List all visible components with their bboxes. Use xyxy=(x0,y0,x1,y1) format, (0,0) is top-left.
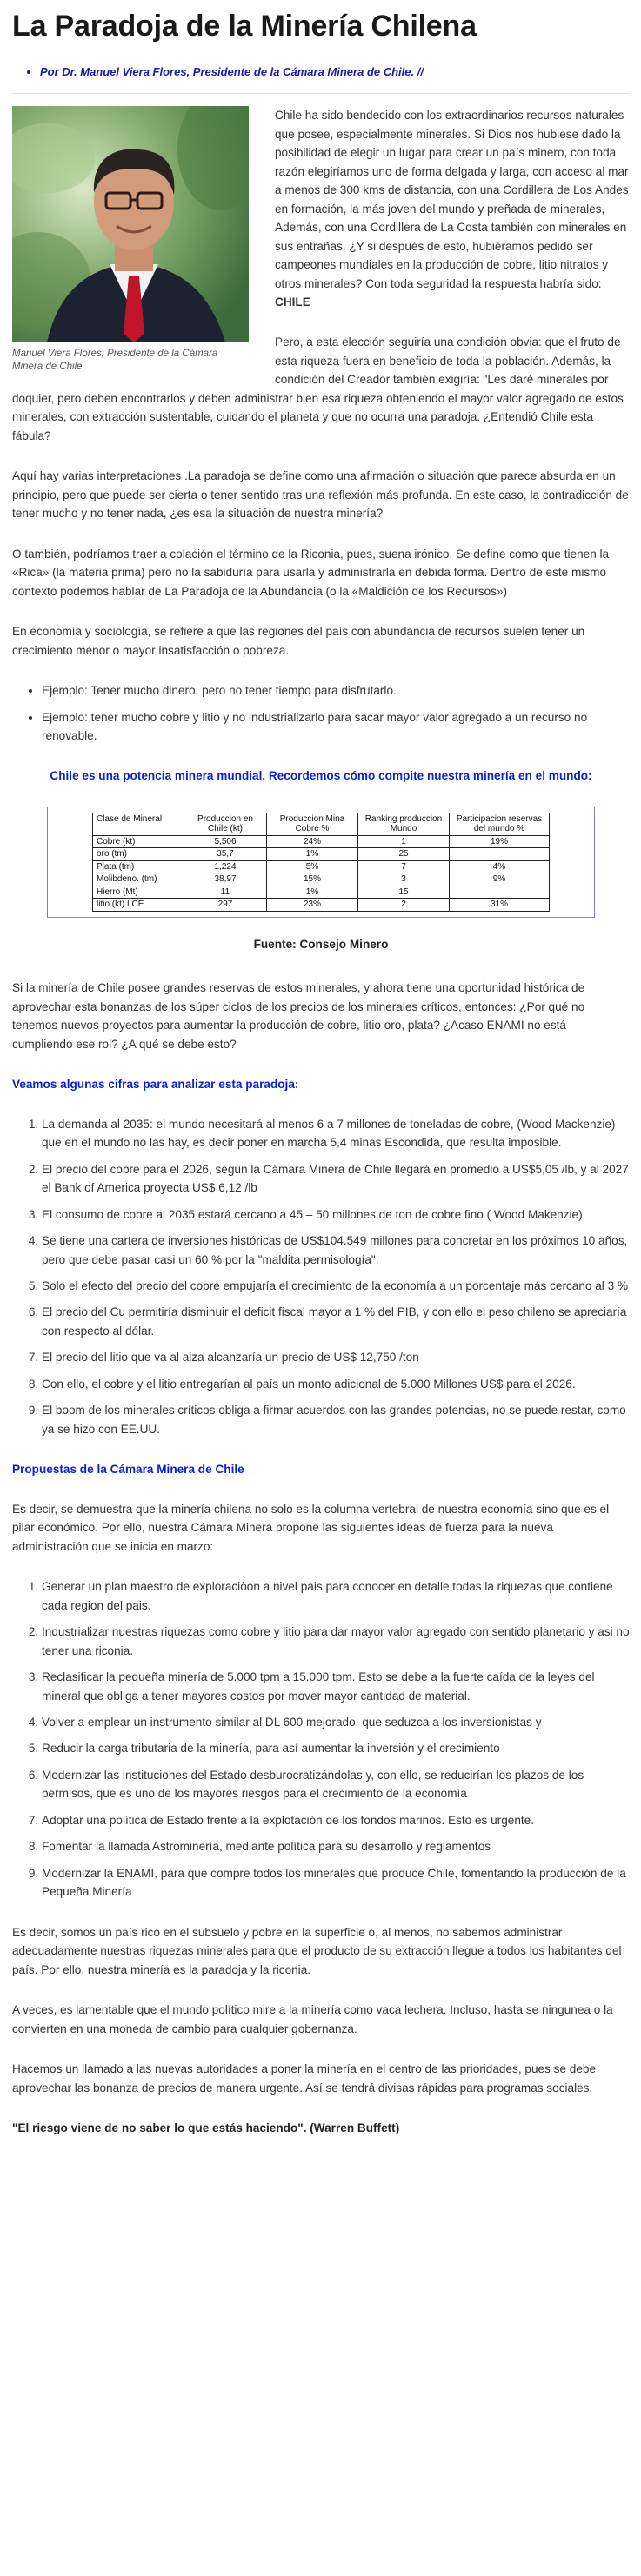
table-cell: Molibdeno. (tm) xyxy=(93,873,184,886)
table-cell: 297 xyxy=(184,899,267,912)
figure-item: 6. El precio del Cu permitiría disminuir el deficit fiscal mayor a 1 % del PIB, y con ello el peso chileno se apreciaría con respecto al dólar. xyxy=(42,1303,630,1340)
proposal-item: 4. Volver a emplear un instrumento similar al DL 600 mejorado, que seduzca a los inversionistas y xyxy=(42,1713,630,1731)
table-row xyxy=(93,848,550,861)
example-item: • Ejemplo: Tener mucho dinero, pero no tener tiempo para disfrutarlo. xyxy=(42,681,630,700)
table-source: Fuente: Consejo Minero xyxy=(253,937,389,951)
table-cell: 15 xyxy=(358,886,450,899)
table-cell: 1,224 xyxy=(184,860,267,873)
mining-table-frame xyxy=(47,807,595,918)
paragraph-1: Pero, a esta elección seguiría una condición obvia: que el fruto de esta riqueza fuera en beneficio de toda la población. Además, la condición del Creador también exigiría: "Les daré minerales por doquier, pero deben encontrarlos y deben administrar bien esa riqueza obteniendo el mayor valor agregado de estos minerales, con extracción sustentable, cuidando el planeta y que no ocurra una paradoja. ¿Entendió Chile esta fábula? xyxy=(12,335,624,442)
table-cell: Cobre (kt) xyxy=(93,835,184,848)
proposal-item: 1. Generar un plan maestro de exploraciòon a nivel pais para conocer en detalle todas la riquezas que contiene cada region del pais. xyxy=(42,1577,630,1615)
table-cell: 15% xyxy=(267,873,358,886)
table-header-cell: Participacion reservas del mundo % xyxy=(450,813,550,835)
table-cell: 38,97 xyxy=(184,873,267,886)
figures-list xyxy=(12,1115,630,1439)
author-photo-figure xyxy=(12,106,249,374)
table-cell: 11 xyxy=(184,886,267,899)
proposals-title: Propuestas de la Cámara Minera de Chile xyxy=(12,1463,244,1477)
closing-paragraph-1: Es decir, somos un país rico en el subsuelo y pobre en la superficie o, al menos, no sabemos administrar adecuadamente nuestras riquezas minerales para que el producto de su extracción llegue a todos los habitantes del país. Por ello, nuestra minería es la paradoja y la riconia. xyxy=(12,1925,622,1976)
table-cell: 23% xyxy=(267,899,358,912)
table-cell: 5,506 xyxy=(184,835,267,848)
table-cell: 9% xyxy=(450,873,550,886)
proposal-item: 5. Reducir la carga tributaria de la minería, para así aumentar la inversión y el crecimiento xyxy=(42,1739,630,1757)
table-cell: Plata (tm) xyxy=(93,860,184,873)
table-cell: 1% xyxy=(267,848,358,861)
closing-paragraph-3: Hacemos un llamado a las nuevas autoridades a poner la minería en el centro de las prioridades, pues se debe aprovechar las bonanza de precios de manera urgente. Así se tendrá divisas rápidas para programas sociales. xyxy=(12,2062,597,2095)
article-title: La Paradoja de la Minería Chilena xyxy=(12,10,477,43)
photo-caption: Manuel Viera Flores, Presidente de la Cámara Minera de Chile xyxy=(12,349,218,373)
table-header-cell: Produccion en Chile (kt) xyxy=(184,813,267,835)
table-cell: 19% xyxy=(450,835,550,848)
table-cell: 5% xyxy=(267,860,358,873)
examples-list xyxy=(12,681,630,745)
table-cell: 2 xyxy=(358,899,450,912)
table-cell xyxy=(450,848,550,861)
paragraph-4: En economía y sociología, se refiere a que las regiones del país con abundancia de recursos suelen tener un crecimiento menor o mayor insatisfacción o pobreza. xyxy=(12,625,585,657)
paragraph-3: O también, podríamos traer a colación el término de la Riconia, pues, suena irónico. Se define como que tienen la «Rica» (la materia prima) pero no la sabiduría para usarla y administrarla en debida forma. Dentro de este mismo contexto podemos hablar de La Paradoja de la Abundancia (o la «Maldición de los Recursos») xyxy=(12,547,610,598)
byline-list xyxy=(12,63,630,95)
table-cell: litio (kt) LCE xyxy=(93,899,184,912)
closing-quote: "El riesgo viene de no saber lo que estás haciendo". (Warren Buffett) xyxy=(12,2121,400,2135)
proposal-item: 2. Industrializar nuestras riquezas como cobre y litio para dar mayor valor agregado con sentido planetario y asi no tener una riconia. xyxy=(42,1623,630,1660)
proposals-intro: Es decir, se demuestra que la minería chilena no solo es la columna vertebral de nuestra economía sino que es el pilar económico. Por ello, nuestra Cámara Minera propone las siguientes ideas de fuerza para la nueva administración que se inicia en marzo: xyxy=(12,1502,610,1553)
table-cell xyxy=(450,886,550,899)
example-item: • Ejemplo: tener mucho cobre y litio y no industrializarlo para sacar mayor valor agregado a un recurso no renovable. xyxy=(42,708,630,746)
table-cell: 4% xyxy=(450,860,550,873)
lead-answer: CHILE xyxy=(275,295,310,309)
table-row xyxy=(93,873,550,886)
proposal-item: 3. Reclasificar la pequeña minería de 5.000 tpm a 15.000 tpm. Esto se debe a la fuerte caída de la leyes del mineral que obliga a tener mayores costos por mover mayor cantidad de material. xyxy=(42,1668,630,1705)
table-cell: 1 xyxy=(358,835,450,848)
table-row xyxy=(93,835,550,848)
byline: • Por Dr. Manuel Viera Flores, Presidente de la Cámara Minera de Chile. // xyxy=(40,63,630,82)
table-row xyxy=(93,860,550,873)
proposal-item: 7. Adoptar una política de Estado frente a la explotación de los fondos marinos. Esto es urgente. xyxy=(42,1811,630,1829)
proposals-list xyxy=(12,1577,630,1902)
table-cell: 35,7 xyxy=(184,848,267,861)
table-header-row xyxy=(93,813,550,835)
table-cell: 25 xyxy=(358,848,450,861)
table-cell: oro (tm) xyxy=(93,848,184,861)
figure-item: 8. Con ello, el cobre y el litio entregarían al país un monto adicional de 5.000 Millones US$ para el 2026. xyxy=(42,1375,630,1393)
figure-item: 7. El precio del litio que va al alza alcanzaría un precio de US$ 12,750 /ton xyxy=(42,1348,630,1366)
mining-table xyxy=(92,813,550,912)
table-cell: 3 xyxy=(358,873,450,886)
table-heading: Chile es una potencia minera mundial. Recordemos cómo compite nuestra minería en el mundo: xyxy=(50,769,592,783)
figure-item: 1. La demanda al 2035: el mundo necesitará al menos 6 a 7 millones de toneladas de cobre, (Wood Mackenzie) que en el mundo no las hay, es decir poner en marcha 5,4 minas Escondida, que resulta imposible. xyxy=(42,1115,630,1152)
table-cell: 31% xyxy=(450,899,550,912)
lead-text: Chile ha sido bendecido con los extraordinarios recursos naturales que posee, especialmente minerales. Si Dios nos hubiese dado la posibilidad de elegir un lugar para crear un país minero, con toda razón elegiríamos uno de forma delgada y larga, con acceso al mar a menos de 300 kms de distancia, con una Cordillera de Los Andes en formación, la más joven del mundo y preñada de minerales, Además, con una Cordillera de La Costa también con minerales en sus entrañas. ¿Y si después de esto, hubiéramos pedido ser campeones mundiales en la producción de cobre, litio nitratos y otros minerales? Con toda seguridad la respuesta habría sido: xyxy=(275,109,629,290)
table-header-cell: Ranking produccion Mundo xyxy=(358,813,450,835)
proposal-item: 9. Modernizar la ENAMI, para que compre todos los minerales que produce Chile, fomentando la producción de la Pequeña Minería xyxy=(42,1864,630,1902)
paragraph-2: Aquí hay varias interpretaciones .La paradoja se define como una afirmación o situación que parece absurda en un principio, pero que puede ser cierta o tener sentido tras una reflexión más profunda. En este caso, la contradicción de tener mucho y no tener nada, ¿es esa la situación de nuestra minería? xyxy=(12,469,629,521)
closing-paragraph-2: A veces, es lamentable que el mundo político mire a la minería como vaca lechera. Incluso, hasta se ningunea o la convierten en una moneda de cambio para cualquier gobernanza. xyxy=(12,2003,613,2035)
figure-item: 2. El precio del cobre para el 2026, según la Cámara Minera de Chile llegará en promedio a US$5,05 /lb, y al 2027 el Bank of America proyecta US$ 6,12 /lb xyxy=(42,1160,630,1198)
figures-title: Veamos algunas cifras para analizar esta paradoja: xyxy=(12,1078,299,1092)
table-row xyxy=(93,886,550,899)
table-cell: Hierro (Mt) xyxy=(93,886,184,899)
table-cell: 7 xyxy=(358,860,450,873)
lead-section xyxy=(12,106,630,373)
table-cell: 24% xyxy=(267,835,358,848)
table-header-cell: Produccion Mina Cobre % xyxy=(267,813,358,835)
proposal-item: 8. Fomentar la llamada Astrominería, mediante política para su desarrollo y reglamentos xyxy=(42,1837,630,1856)
table-cell: 1% xyxy=(267,886,358,899)
table-row xyxy=(93,899,550,912)
table-header-cell: Clase de Mineral xyxy=(93,813,184,835)
figure-item: 9. El boom de los minerales críticos obliga a firmar acuerdos con las grandes potencias, no se puede restar, como ya se hizo con EE.UU. xyxy=(42,1401,630,1438)
figure-item: 3. El consumo de cobre al 2035 estará cercano a 45 – 50 millones de ton de cobre fino ( Wood Makenzie) xyxy=(42,1205,630,1224)
proposal-item: 6. Modernizar las instituciones del Estado desburocratizándolas y, con ello, se reducirían los plazos de los permisos, que es uno de los mayores riesgos para el crecimiento de la economía xyxy=(42,1766,630,1803)
question-paragraph: Si la minería de Chile posee grandes reservas de estos minerales, y ahora tiene una oportunidad histórica de aprovechar esta bonanzas de los súper ciclos de los precios de los minerales críticos, entonces: ¿Por qué no tenemos nuevos proyectos para aumentar la producción de cobre, litio oro, plata? ¿Acaso ENAMI no está cumpliendo ese rol? ¿A qué se debe esto? xyxy=(12,981,585,1051)
figure-item: 4. Se tiene una cartera de inversiones históricas de US$104.549 millones para concretar en los próximos 10 años, pero que debe pasar casi un 60 % por la "maldita permisología". xyxy=(42,1232,630,1269)
figure-item: 5. Solo el efecto del precio del cobre empujaría el crecimiento de la economía a un porcentaje más cercano al 3 % xyxy=(42,1277,630,1295)
author-photo xyxy=(12,106,249,342)
